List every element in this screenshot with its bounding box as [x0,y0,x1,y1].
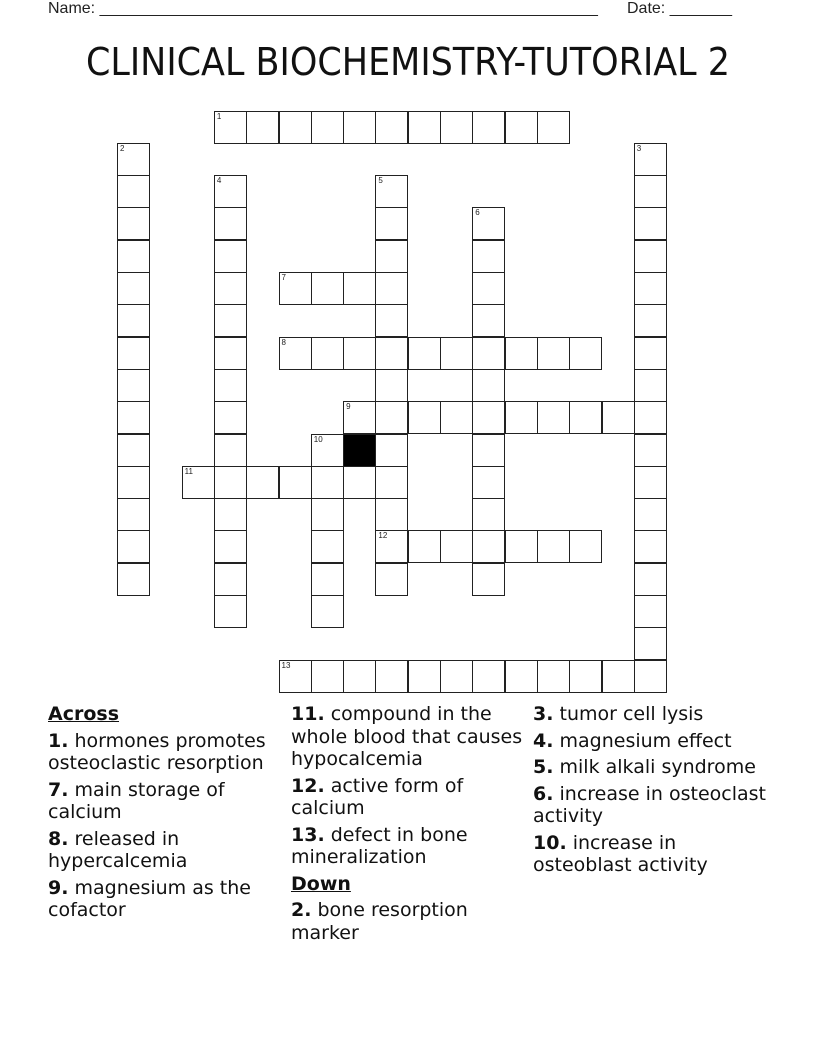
down-heading: Down [291,872,351,895]
crossword-cell[interactable] [311,530,344,563]
clue-number: 10 [313,434,323,444]
crossword-cell[interactable] [343,660,376,693]
crossword-cell[interactable] [375,401,408,434]
crossword-cell[interactable] [117,401,150,434]
crossword-cell[interactable] [311,434,344,467]
crossword-cell[interactable] [279,337,312,370]
crossword-cell[interactable] [117,530,150,563]
clue-number: 13 [281,660,291,670]
clues-column-1 [48,703,283,926]
crossword-cell[interactable] [375,530,408,563]
crossword-cell[interactable] [117,563,150,596]
clues-column-2 [291,703,526,948]
clue-across-13: 13. defect in bone mineralization [291,823,468,868]
crossword-cell[interactable] [117,369,150,402]
crossword-cell[interactable] [279,272,312,305]
crossword-cell[interactable] [472,660,505,693]
crossword-cell[interactable] [343,337,376,370]
crossword-cell[interactable] [634,660,667,693]
clue-down-3: 3. tumor cell lysis [533,703,704,725]
clue-across-11: 11. compound in the whole blood that causes hypocalcemia [291,703,523,770]
crossword-cell[interactable] [569,660,602,693]
clue-number: 4 [216,176,222,186]
crossword-cell[interactable] [505,530,538,563]
crossword-cell[interactable] [472,111,505,144]
clue-across-12: 12. active form of calcium [291,774,464,819]
crossword-cell[interactable] [117,337,150,370]
crossword-cell[interactable] [214,498,247,531]
crossword-cell[interactable] [117,207,150,240]
crossword-cell[interactable] [634,401,667,434]
crossword-cell[interactable] [472,207,505,240]
crossword-cell[interactable] [117,304,150,337]
crossword-cell[interactable] [375,337,408,370]
crossword-cell[interactable] [375,369,408,402]
crossword-cell[interactable] [214,240,247,273]
crossword-cell[interactable] [472,498,505,531]
crossword-cell[interactable] [246,466,279,499]
crossword-cell[interactable] [214,369,247,402]
crossword-cell[interactable] [569,337,602,370]
clue-down-10: 10. increase in osteoblast activity [533,831,708,876]
crossword-cell[interactable] [634,207,667,240]
crossword-cell[interactable] [634,434,667,467]
crossword-cell[interactable] [214,466,247,499]
clue-number: 6 [475,208,480,218]
crossword-cell[interactable] [214,304,247,337]
crossword-cell[interactable] [472,530,505,563]
crossword-cell[interactable] [117,175,150,208]
across-heading: Across [48,703,120,725]
crossword-cell[interactable] [311,563,344,596]
crossword-cell[interactable] [408,337,441,370]
crossword-cell[interactable] [311,111,344,144]
crossword-cell[interactable] [279,111,312,144]
crossword-cell[interactable] [117,434,150,467]
clues-column-3 [533,703,773,881]
crossword-cell[interactable] [505,401,538,434]
crossword-cell[interactable] [311,272,344,305]
clue-across-7: 7. main storage of calcium [48,778,225,823]
crossword-cell[interactable] [472,563,505,596]
crossword-cell[interactable] [343,401,376,434]
clue-across-8: 8. released in hypercalcemia [48,827,188,872]
crossword-cell[interactable] [375,466,408,499]
crossword-cell[interactable] [472,272,505,305]
crossword-cell[interactable] [634,563,667,596]
crossword-cell[interactable] [214,175,247,208]
crossword-cell[interactable] [117,272,150,305]
crossword-cell[interactable] [634,627,667,660]
crossword-cell[interactable] [602,660,635,693]
crossword-cell[interactable] [214,434,247,467]
crossword-cell[interactable] [634,272,667,305]
crossword-cell[interactable] [311,337,344,370]
crossword-cell[interactable] [505,337,538,370]
clue-number: 9 [346,402,351,412]
crossword-cell[interactable] [472,304,505,337]
crossword-cell[interactable] [440,660,473,693]
crossword-cell[interactable] [214,595,247,628]
crossword-cell[interactable] [634,498,667,531]
crossword-cell[interactable] [343,111,376,144]
name-field-label: Name: ________________________________________________________ [48,0,598,17]
crossword-cell[interactable] [375,563,408,596]
crossword-cell[interactable] [375,660,408,693]
crossword-cell[interactable] [634,175,667,208]
crossword-cell[interactable] [214,563,247,596]
page-title: CLINICAL BIOCHEMISTRY-TUTORIAL 2 [85,40,731,84]
crossword-cell[interactable] [569,401,602,434]
clue-down-2: 2. bone resorption marker [291,899,468,944]
crossword-cell[interactable] [375,434,408,467]
crossword-cell[interactable] [375,111,408,144]
crossword-cell[interactable] [343,466,376,499]
crossword-cell[interactable] [117,143,150,176]
crossword-cell[interactable] [214,530,247,563]
crossword-cell[interactable] [311,660,344,693]
crossword-cell[interactable] [472,240,505,273]
crossword-cell[interactable] [117,498,150,531]
crossword-cell[interactable] [440,530,473,563]
clue-down-5: 5. milk alkali syndrome [533,756,756,778]
crossword-cell[interactable] [311,466,344,499]
clue-across-1: 1. hormones promotes osteoclastic resorption [48,729,266,774]
crossword-cell[interactable] [375,240,408,273]
crossword-cell[interactable] [440,401,473,434]
crossword-cell[interactable] [505,660,538,693]
crossword-cell[interactable] [375,304,408,337]
clue-down-4: 4. magnesium effect [533,729,732,752]
crossword-cell[interactable] [602,401,635,434]
clue-number: 7 [281,273,286,282]
crossword-cell[interactable] [537,111,570,144]
clue-number: 8 [281,337,286,347]
clue-down-6: 6. increase in osteoclast activity [533,782,766,827]
crossword-cell[interactable] [311,498,344,531]
crossword-cell[interactable] [472,369,505,402]
crossword-cell[interactable] [634,143,667,176]
clue-number: 11 [184,466,193,476]
crossword-cell[interactable] [279,660,312,693]
crossword-cell[interactable] [472,401,505,434]
crossword-cell[interactable] [634,304,667,337]
clue-number: 2 [120,143,125,153]
crossword-cell[interactable] [117,466,150,499]
blocked-cell [343,434,376,467]
clue-number: 12 [378,531,388,541]
crossword-cell[interactable] [634,595,667,628]
clue-number: 1 [216,111,222,121]
crossword-cell[interactable] [214,111,247,144]
crossword-cell[interactable] [472,466,505,499]
crossword-cell[interactable] [408,660,441,693]
crossword-cell[interactable] [375,207,408,240]
crossword-cell[interactable] [117,240,150,273]
clue-number: 3 [636,143,642,153]
clue-across-9: 9. magnesium as the cofactor [48,876,251,921]
crossword-cell[interactable] [343,272,376,305]
crossword-cell[interactable] [634,369,667,402]
crossword-cell[interactable] [279,466,312,499]
crossword-cell[interactable] [472,337,505,370]
crossword-cell[interactable] [375,498,408,531]
crossword-cell[interactable] [537,530,570,563]
crossword-cell[interactable] [214,207,247,240]
crossword-cell[interactable] [182,466,215,499]
crossword-cell[interactable] [472,434,505,467]
crossword-cell[interactable] [537,660,570,693]
crossword-cell[interactable] [214,272,247,305]
crossword-cell[interactable] [569,530,602,563]
crossword-cell[interactable] [311,595,344,628]
crossword-cell[interactable] [440,337,473,370]
crossword-cell[interactable] [634,337,667,370]
crossword-cell[interactable] [440,111,473,144]
crossword-cell[interactable] [408,530,441,563]
date-field-label: Date: _______ [627,0,732,17]
crossword-cell[interactable] [408,401,441,434]
crossword-cell[interactable] [634,240,667,273]
crossword-cell[interactable] [505,111,538,144]
crossword-cell[interactable] [537,401,570,434]
crossword-cell[interactable] [375,272,408,305]
crossword-cell[interactable] [375,175,408,208]
crossword-cell[interactable] [246,111,279,144]
clue-number: 5 [378,176,383,186]
crossword-cell[interactable] [634,530,667,563]
crossword-cell[interactable] [537,337,570,370]
crossword-cell[interactable] [408,111,441,144]
crossword-cell[interactable] [634,466,667,499]
crossword-cell[interactable] [214,337,247,370]
crossword-cell[interactable] [214,401,247,434]
